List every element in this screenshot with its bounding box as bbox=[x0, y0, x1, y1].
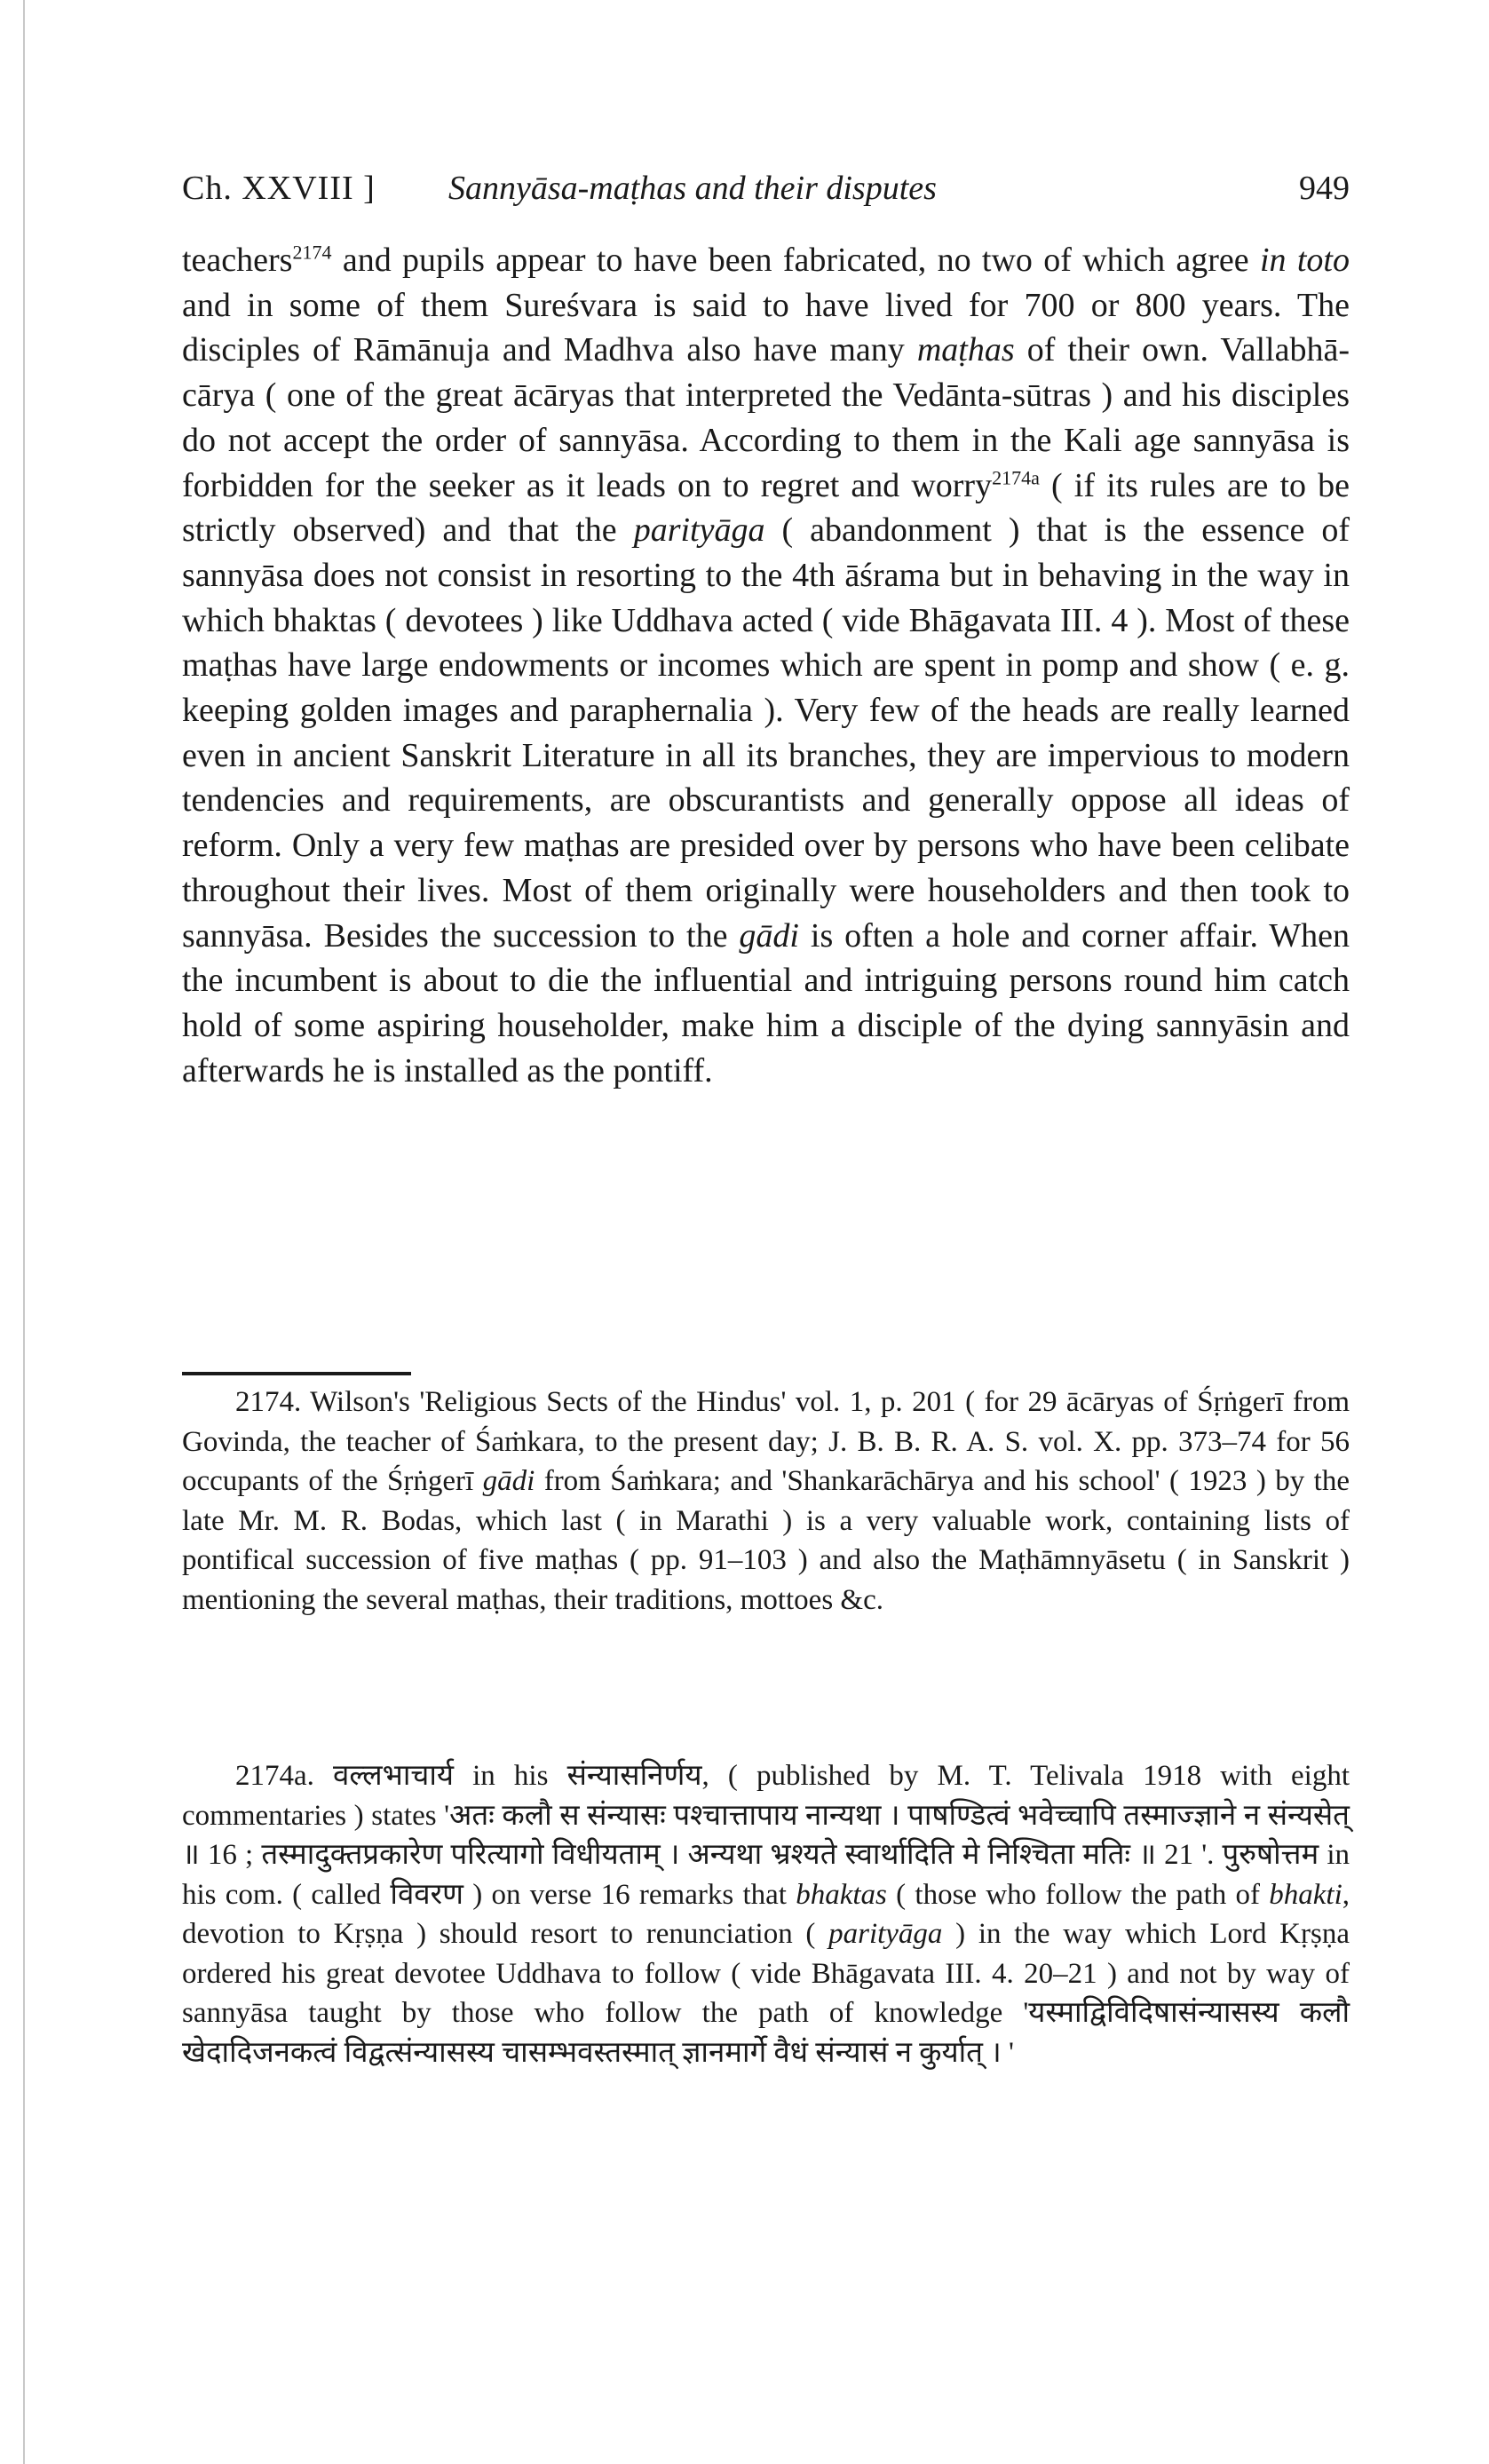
footnote-italic-term: bhakti bbox=[1269, 1878, 1342, 1911]
main-paragraph bbox=[182, 238, 1350, 1093]
body-italic-term: gādi bbox=[739, 916, 799, 955]
body-text-segment: teachers bbox=[182, 242, 293, 279]
footnote-text-segment: from Śaṁkara; and 'Shankarāchārya and his school' ( 1923 ) by the late Mr. M. R. Bodas, which last ( in Marathi ) is a very valuable work, containing lists of pontifical succession of five maṭhas ( pp. 91–103 ) and also the Maṭhāmnyāsetu ( in Sanskrit ) mentioning the several maṭhas, their traditions, mottoes &c. bbox=[182, 1465, 1350, 1616]
footnote-italic-term: gādi bbox=[482, 1465, 535, 1497]
footnote-reference: 2174 bbox=[292, 241, 332, 264]
footnote-text-segment: , devotion to Kṛṣṇa ) should resort to renunciation ( bbox=[182, 1878, 1350, 1950]
footnote-separator bbox=[182, 1372, 411, 1375]
body-text-segment: is often a hole and corner affair. When the incumbent is about to die the influential and intriguing persons round him catch hold of some aspiring householder, make him a disciple of the dying sannyāsin and afterwards he is installed as the pontiff. bbox=[182, 916, 1350, 1089]
footnote-italic-term: bhaktas bbox=[796, 1878, 887, 1911]
footnote-2174 bbox=[182, 1383, 1350, 1620]
footnote-italic-term: parityāga bbox=[828, 1918, 943, 1950]
chapter-label: Ch. XXVIII ] bbox=[182, 170, 376, 207]
body-italic-term: parityāga bbox=[633, 511, 765, 550]
body-italic-term: maṭhas bbox=[916, 331, 1015, 369]
body-text-segment: of their own. Vallabhācārya ( one of the great ācāryas that interpreted the Vedānta-sūtras ) and his disciples do not accept the order of sannyāsa. According to them in the Kali age sannyāsa is forbidden for the seeker as it leads on to regret and worry bbox=[182, 331, 1350, 504]
page-number: 949 bbox=[1299, 170, 1350, 207]
body-text-segment: and pupils appear to have been fabricated, no two of which agree bbox=[331, 242, 1260, 279]
page-header bbox=[182, 162, 1350, 215]
body-text-segment: ( abandonment ) that is the essence of sannyāsa does not consist in resorting to the 4th āśrama but in behaving in the way in which bhaktas ( devotees ) like Uddhava acted ( vide Bhāgavata III. 4 ). Most of these maṭhas have large endowments or incomes which are spent in pomp and show ( e. g. keeping golden images and paraphernalia ). Very few of the heads are really learned even in ancient Sanskrit Literature in all its branches, they are impervious to modern tendencies and requirements, are obscurantists and generally oppose all ideas of reform. Only a very few maṭhas are presided over by persons who have been celibate throughout their lives. Most of them originally were householders and then took to sannyāsa. Besides the succession to the bbox=[182, 511, 1350, 955]
footnote-2174a bbox=[182, 1756, 1350, 2072]
footnote-reference: 2174a bbox=[992, 465, 1040, 488]
page-edge-line bbox=[23, 0, 25, 2464]
running-title: Sannyāsa-maṭhas and their disputes bbox=[448, 170, 937, 207]
body-text-segment: ( if its rules are to be strictly observed) and that the bbox=[182, 466, 1350, 550]
footnote-text-segment: ( those who follow the path of bbox=[886, 1878, 1270, 1911]
body-italic-term: in toto bbox=[1259, 242, 1350, 279]
footnote-text-segment: ) in the way which Lord Kṛṣṇa ordered his great devotee Uddhava to follow ( vide Bhāgavata III. 4. 20–21 ) and not by way of sannyāsa taught by those who follow the path of knowledge 'यस्माद्विविदिषासंन्यासस्य कलौ खेदादिजनकत्वं विद्वत्संन्यासस्य चासम्भवस्तस्मात् ज्ञानमार्गे वैधं संन्यासं न कुर्यात् । ' bbox=[182, 1918, 1350, 2069]
footnote-text-segment: 2174. Wilson's 'Religious Sects of the Hindus' vol. 1, p. 201 ( for 29 ācāryas of Śṛṅgerī from Govinda, the teacher of Śaṁkara, to the present day; J. B. B. R. A. S. vol. X. pp. 373–74 for 56 occupants of the Śṛṅgerī bbox=[182, 1386, 1350, 1497]
body-text-segment: and in some of them Sureśvara is said to have lived for 700 or 800 years. The disciples of Rāmānuja and Madhva also have many bbox=[182, 286, 1350, 369]
footnote-text-segment: 2174a. वल्लभाचार्य in his संन्यासनिर्णय, ( published by M. T. Telivala 1918 with eight commentaries ) states 'अतः कलौ स संन्यासः पश्चात्तापाय नान्यथा । पाषण्डित्वं भवेच्चापि तस्माज्ज्ञाने न संन्यसेत् ॥ 16 ; तस्मादुक्तप्रकारेण परित्यागो विधीयताम् । अन्यथा भ्रश्यते स्वार्थादिति मे निश्चिता मतिः ॥ 21 '. पुरुषोत्तम in his com. ( called विवरण ) on verse 16 remarks that bbox=[182, 1760, 1350, 1911]
